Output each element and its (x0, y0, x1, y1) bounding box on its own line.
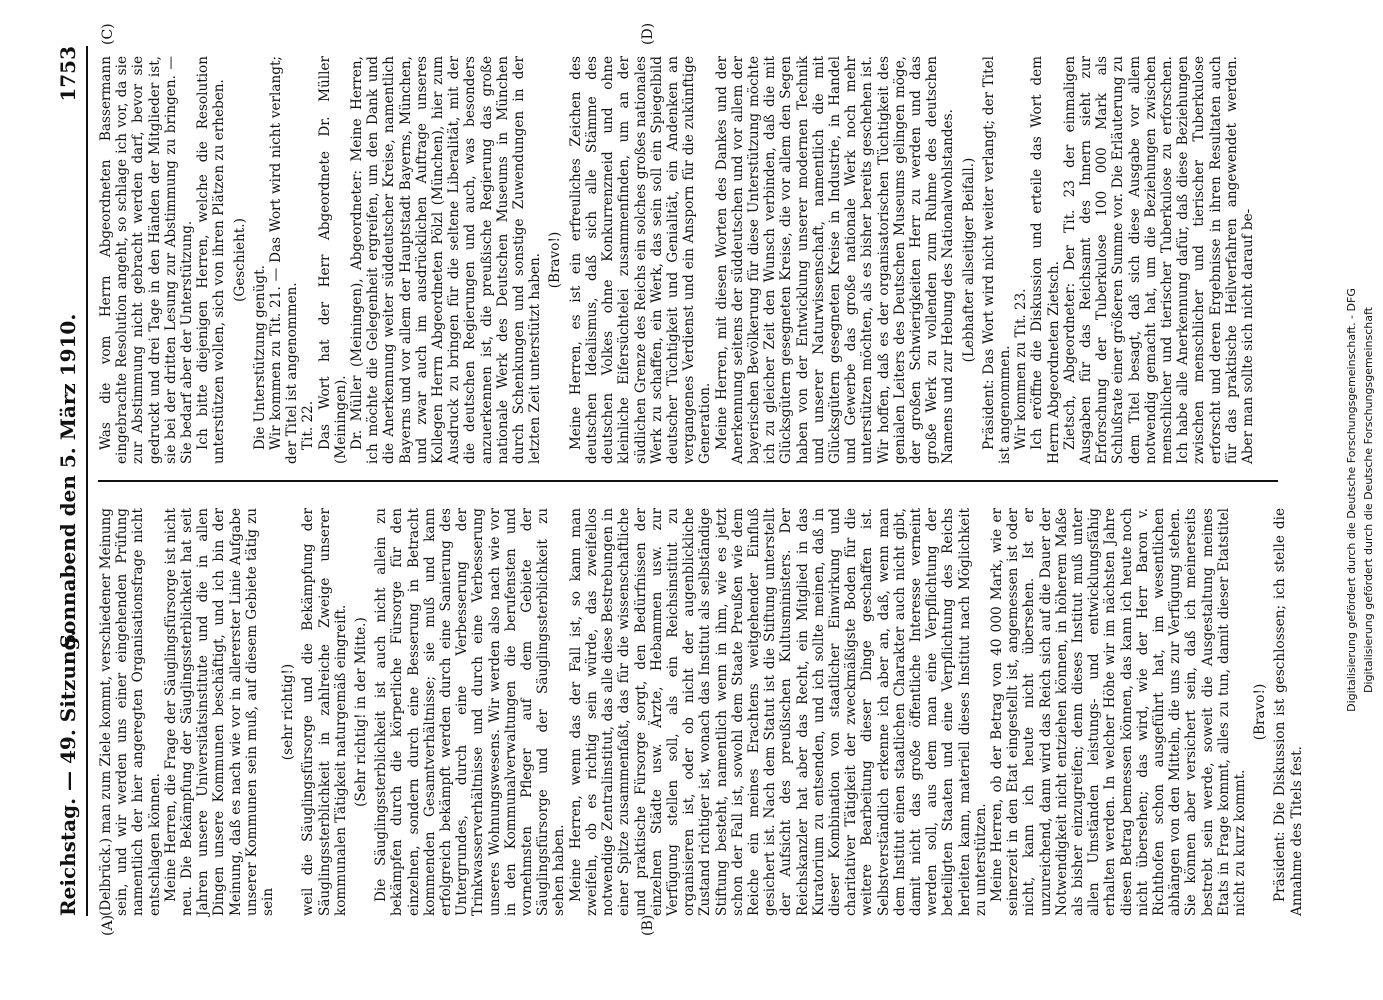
paragraph: (Delbrück.) man zum Ziele kommt, verschiedener Meinung sein, und wir werden uns einer eingehenden Prüfung namentlich der hier angeregten Organisationsfrage nicht entschlagen können. (98, 507, 163, 916)
margin-mark-b: (B) (640, 914, 656, 936)
column-left (98, 507, 1305, 916)
paragraph: Meine Herren, die Frage der Säuglingsfürsorge ist nicht neu. Die Bekämpfung der Säuglingssterblichkeit hat seit Jahren unsere Universitätsinstitute und die in allen Dingen unsere Kommunen beschäftigt, und ich bin der Meinung, daß es nach wie vor in allererster Linie Aufgabe unserer Kommunen sein muß, auf diesem Gebiete tätig zu sein (162, 508, 277, 916)
paragraph: Zietsch, Abgeordneter: Der Tit. 23 der einmaligen Ausgaben für das Reichsamt des Innern sieht zur Erforschung der Tuberkulose 100 000 Mark als Schlußrate einer größeren Summe vor. Die Erläuterung zu dem Titel besagt, daß sich diese Ausgabe vor allem notwendig gemacht hat, um die Beziehungen zwischen menschlicher und tierischer Tuberkulose zu erforschen. Ich habe alle Anerkennung dafür, daß diese Beziehungen zwischen menschlicher und tierischer Tuberkulose erforscht und deren Ergebnisse in ihren Resultaten auch für das praktische Heilverfahren angewendet werden. Aber man sollte sich nicht darauf be- (1061, 56, 1257, 464)
page-number: 1753 (56, 46, 80, 102)
paragraph: Dr. Müller (Meiningen), Abgeordneter: Meine Herren, ich möchte die Gelegenheit ergreifen, um den Dank und die Anerkennung weiter süddeutscher Kreise, namentlich Bayerns und vor allem der Hauptstadt Bayerns, München, und zwar auch im ausdrücklichen Auftrage unseres Kollegen Herrn Abgeordneten Pölzl (München), hier zum Ausdruck zu bringen für die seltene Liberalität, mit der die deutschen Regierungen und auch, was besonders anzuerkennen ist, die preußische Regierung das große nationale Werk des Deutschen Museums in München durch Schenkungen und sonstige Zuwendungen in der letzten Zeit unterstützt haben. (349, 56, 544, 464)
paragraph: Präsident: Die Diskussion ist geschlossen; ich stelle die Annahme des Titels fest. (1272, 508, 1305, 916)
credit-line: Digitalisierung gefördert durch die Deutsche Forschungsgemeinschaft (1362, 307, 1375, 693)
margin-mark-d: (D) (640, 22, 656, 45)
paragraph: Wir kommen zu Tit. 23. (1013, 288, 1030, 450)
column-divider (98, 480, 1278, 482)
interjection: (Bravo!) (547, 231, 564, 289)
credit-line-dfg: Digitalisierung gefördert durch die Deutsche Forschungsgemeinschaft. - DFG (1345, 288, 1358, 712)
paragraph: Was die vom Herrn Abgeordneten Bassermann eingebrachte Resolution angeht, so schlage ich vor, da sie zur Abstimmung nicht gebracht werden darf, bevor sie gedruckt und drei Tage in den Händen der Mitglieder ist, sie bei der dritten Lesung zur Abstimmung zu bringen. — Sie bedarf aber der Unterstützung. (98, 56, 196, 464)
margin-mark-c: (C) (100, 23, 116, 45)
paragraph: Präsident: Das Wort wird nicht weiter verlangt; der Titel ist angenommen. (980, 56, 1013, 464)
interjection: (sehr richtig!) (280, 663, 297, 761)
margin-mark-a: (A) (100, 914, 116, 936)
paragraph: Wir kommen zu Tit. 21. — Das Wort wird nicht verlangt; der Titel ist angenommen. (268, 56, 301, 464)
column-right (98, 56, 1278, 464)
header-left: Reichstag. — 49. Sitzung. (56, 629, 80, 916)
paragraph: Meine Herren, mit diesen Worten des Dankes und der Anerkennung seitens der süddeutschen und vor allem der bayerischen Bevölkerung für diese Unterstützung möchte ich zu gleicher Zeit den Wunsch verbinden, daß die mit Glücksgütern gesegneten Kreise, die vor allem den Segen haben von der Entwicklung unserer modernen Technik und unserer Naturwissenschaft, namentlich die mit Glücksgütern gesegneten Kreise in Industrie, in Handel und Gewerbe das große nationale Werk noch mehr unterstützen möchten, als es bisher bereits geschehen ist. Wir hoffen, daß es der organisatorischen Tüchtigkeit des genialen Leiters des Deutschen Museums gelingen möge, der großen Schwierigkeiten Herr zu werden und das große Werk zu vollenden zum Ruhme des deutschen Namens und zur Hebung des Nationalwohlstandes. (713, 56, 957, 464)
header-center: Sonnabend den 5. März 1910. (56, 313, 80, 649)
paragraph: Das Wort hat der Herr Abgeordnete Dr. Müller (Meiningen). (316, 56, 349, 464)
paragraph: Meine Herren, ob der Betrag von 40 000 Mark, wie er seinerzeit in den Etat eingestellt ist, angemessen ist oder nicht, kann ich heute nicht übersehen. Ist er unzureichend, dann wird das Reich sich auf die Dauer der Notwendigkeit nicht entziehen können, in höherem Maße als bisher einzugreifen; denn dieses Institut muß unter allen Umständen leistungs- und entwicklungsfähig erhalten werden. In welcher Höhe wir im nächsten Jahre diesen Betrag bemessen können, das kann ich heute noch nicht übersehen; das wird, wie der Herr Baron v. Richthofen schon ausgeführt hat, im wesentlichen abhängen von den Mitteln, die uns zur Verfügung stehen. Sie können aber versichert sein, daß ich meinerseits bestrebt sein werde, soweit die Ausgestaltung meines Etats in Frage kommt, alles zu tun, damit dieser Etatstitel nicht zu kurz kommt. (988, 508, 1249, 916)
interjection: (Sehr richtig! in der Mitte.) (353, 617, 370, 807)
paragraph: Meine Herren, wenn das der Fall ist, so kann man zweifeln, ob es richtig sein würde, das zweifellos notwendige Zentralinstitut, das alle diese Bestrebungen in einer Spitze zusammenfaßt, das für die wissenschaftliche und praktische Fürsorge sorgt, den Bedürfnissen der einzelnen Städte usw. Ärzte, Hebammen usw. zur Verfügung stellen soll, als ein Reichsinstitut zu organisieren ist, oder ob nicht der augenblickliche Zustand richtiger ist, wonach das Institut als selbständige Stiftung besteht, namentlich wenn in ihm, wie es jetzt schon der Fall ist, sowohl dem Staate Preußen wie dem Reiche ein meines Erachtens weitgehender Einfluß gesichert ist. Nach dem Statut ist die Stiftung unterstellt der Aufsicht des preußischen Kultusministers. Der Reichskanzler hat aber das Recht, ein Mitglied in das Kuratorium zu entsenden, und ich sollte meinen, daß in dieser Kombination von staatlicher Einwirkung und charitativer Tätigkeit der zweckmäßigste Boden für die weitere Bearbeitung dieser Dinge geschaffen ist. Selbstverständlich erkenne ich aber an, daß, wenn man dem Institut einen staatlichen Charakter auch nicht gibt, damit nicht das große öffentliche Interesse verneint werden soll, aus dem man eine Verpflichtung der beteiligten Staaten und eine Verpflichtung des Reichs herleiten kann, materiell dieses Institut nach Möglichkeit zu unterstützen. (567, 508, 989, 916)
paragraph: weil die Säuglingsfürsorge und die Bekämpfung der Säuglingssterblichkeit in zahlreiche Zweige unserer kommunalen Tätigkeit naturgemäß eingreift. (300, 508, 349, 916)
paragraph: Ich bitte diejenigen Herren, welche die Resolution unterstützen wollen, sich von ihren Plätzen zu erheben. (195, 56, 228, 464)
paragraph: Tit. 22. (300, 400, 317, 450)
interjection: (Bravo!) (1252, 683, 1269, 741)
paragraph: Ich eröffne die Diskussion und erteile das Wort dem Herrn Abgeordneten Zietsch. (1029, 56, 1062, 464)
interjection: (Lebhafter allseitiger Beifall.) (960, 157, 977, 363)
paragraph: Die Unterstützung genügt. (251, 265, 268, 450)
paragraph: Meine Herren, es ist ein erfreuliches Zeichen des deutschen Idealismus, daß sich alle Stämme des deutschen Volkes ohne Konkurrenzneid und ohne kleinliche Eifersüchtelei zusammenfinden, um an der südlichen Grenze des Reichs ein solches großes nationales Werk zu schaffen, ein Werk, das sein soll ein Spiegelbild deutscher Tüchtigkeit und Genialität, ein Andenken an vergangenes Verdienst und ein Ansporn für die zukünftige Generation. (567, 56, 714, 464)
interjection: (Geschieht.) (231, 218, 248, 302)
paragraph: Die Säuglingssterblichkeit ist auch nicht allein zu bekämpfen durch die körperliche Fürsorge für den einzelnen, sondern durch eine Besserung in Betracht kommenden Gesamtverhältnisse; sie muß und kann erfolgreich bekämpft werden durch eine Sanierung des Untergrundes, durch eine Verbesserung der Trinkwasserverhältnisse und durch eine Verbesserung unseres Wohnungswesens. Wir werden also nach wie vor in den Kommunalverwaltungen die berufensten und vornehmsten Pfleger auf dem Gebiete der Säuglingsfürsorge und der Säuglingssterblichkeit zu sehen haben. (373, 508, 568, 916)
page-header (52, 46, 88, 916)
